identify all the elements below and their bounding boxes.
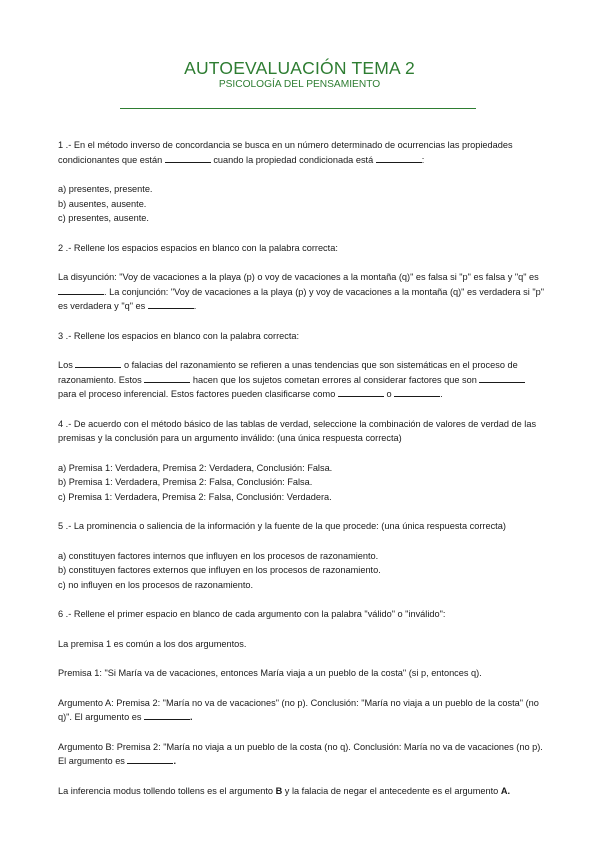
q6-inference-a: La inferencia modus tollendo tollens es el argumento	[58, 785, 274, 796]
answer-blank	[58, 285, 104, 295]
title-divider	[120, 108, 476, 109]
q3-text-b: o falacias del razonamiento se refieren a unas tendencias que son sistemáticas en el proceso de razonamiento. Estos	[58, 360, 518, 385]
document-body	[58, 138, 544, 808]
q1-text-a: 1 .- En el método inverso de concordancia se busca en un número determinado de ocurrencias las propiedades condicionantes que están	[58, 140, 513, 165]
q6-argument-b	[58, 740, 544, 769]
question-4-heading: 4 .- De acuerdo con el método básico de las tablas de verdad, seleccione la combinación de valores de verdad de las premisas y la conclusión para un argumento inválido: (una única respuesta correcta)	[58, 418, 537, 443]
q1-option-b: b) ausentes, ausente.	[58, 198, 147, 209]
q3-text-a: Los	[58, 360, 73, 370]
question-2-body	[58, 270, 544, 314]
q2-text-a: La disyunción: "Voy de vacaciones a la playa (p) o voy de vacaciones a la montaña (q)" es falsa si "p" es falsa y "q" es	[58, 272, 539, 282]
page-subtitle: PSICOLOGÍA DEL PENSAMIENTO	[218, 79, 381, 90]
page-title: AUTOEVALUACIÓN TEMA 2	[184, 58, 415, 78]
answer-blank	[479, 373, 525, 383]
q5-option-a: a) constituyen factores internos que influyen en los procesos de razonamiento.	[58, 550, 379, 561]
q6-inference-e: .	[507, 785, 511, 796]
q4-option-a: a) Premisa 1: Verdadera, Premisa 2: Verdadera, Conclusión: Falsa.	[58, 462, 333, 473]
answer-blank	[165, 153, 211, 163]
question-5-heading: 5 .- La prominencia o saliencia de la información y la fuente de la que procede: (una única respuesta correcta)	[58, 521, 506, 531]
q6-premise-1: Premisa 1: "Si María va de vacaciones, entonces María viaja a un pueblo de la costa" (si p, entonces q).	[58, 668, 482, 678]
header	[0, 58, 599, 91]
question-2-heading: 2 .- Rellene los espacios espacios en blanco con la palabra correcta:	[58, 242, 338, 253]
q1-option-a: a) presentes, presente.	[58, 184, 153, 194]
answer-blank	[127, 754, 173, 764]
q5-option-c: c) no influyen en los procesos de razonamiento.	[58, 579, 254, 590]
q6-arg-a-text: Argumento A: Premisa 2: "María no va de vacaciones" (no p). Conclusión: "María no viaja a un pueblo de la costa" (no q)". El argumento es	[58, 697, 539, 722]
q3-text-c: hacen que los sujetos cometan errores al considerar factores que son	[192, 374, 477, 385]
answer-blank	[376, 153, 422, 163]
q2-text-c: .	[193, 301, 197, 311]
q6-arg-b-period: .	[173, 756, 177, 766]
q2-text-b: . La conjunción: "Voy de vacaciones a la playa (p) y voy de vacaciones a la montaña (q)" es verdadera si "p" es verdadera y "q" es	[58, 286, 544, 311]
q1-option-c: c) presentes, ausente.	[58, 213, 149, 223]
answer-blank	[144, 710, 190, 720]
answer-blank	[338, 387, 384, 397]
q6-inference-b: B	[275, 785, 283, 796]
q5-option-b: b) constituyen factores externos que influyen en los procesos de razonamiento.	[58, 565, 381, 575]
q3-text-d: para el proceso inferencial. Estos factores pueden clasificarse como	[58, 389, 336, 399]
q6-inference-d: A	[500, 785, 508, 796]
answer-blank	[144, 373, 190, 383]
question-6-heading: 6 .- Rellene el primer espacio en blanco de cada argumento con la palabra "válido" o "inválido":	[58, 609, 446, 619]
q6-arg-a-period: .	[190, 712, 193, 722]
question-3-body	[58, 358, 544, 402]
q1-text-c: :	[421, 154, 425, 165]
question-1	[58, 138, 544, 167]
q3-text-e: o	[386, 389, 392, 399]
q4-option-b: b) Premisa 1: Verdadera, Premisa 2: Falsa, Conclusión: Falsa.	[58, 477, 313, 487]
q6-inference	[58, 784, 544, 799]
q6-inference-c: y la falacia de negar el antecedente es el argumento	[284, 785, 499, 796]
q3-text-f: .	[440, 389, 443, 399]
q6-premise-common: La premisa 1 es común a los dos argumentos.	[58, 638, 247, 649]
q6-arg-b-text: Argumento B: Premisa 2: "María no viaja a un pueblo de la costa (no q). Conclusión: María no va de vacaciones (no p). El argumento es	[58, 741, 543, 766]
q6-argument-a	[58, 696, 544, 725]
q1-text-b: cuando la propiedad condicionada está	[213, 154, 374, 165]
answer-blank	[75, 358, 121, 368]
q4-option-c: c) Premisa 1: Verdadera, Premisa 2: Falsa, Conclusión: Verdadera.	[58, 491, 332, 502]
answer-blank	[394, 387, 440, 397]
question-3-heading: 3 .- Rellene los espacios en blanco con la palabra correcta:	[58, 330, 300, 341]
answer-blank	[148, 299, 194, 309]
